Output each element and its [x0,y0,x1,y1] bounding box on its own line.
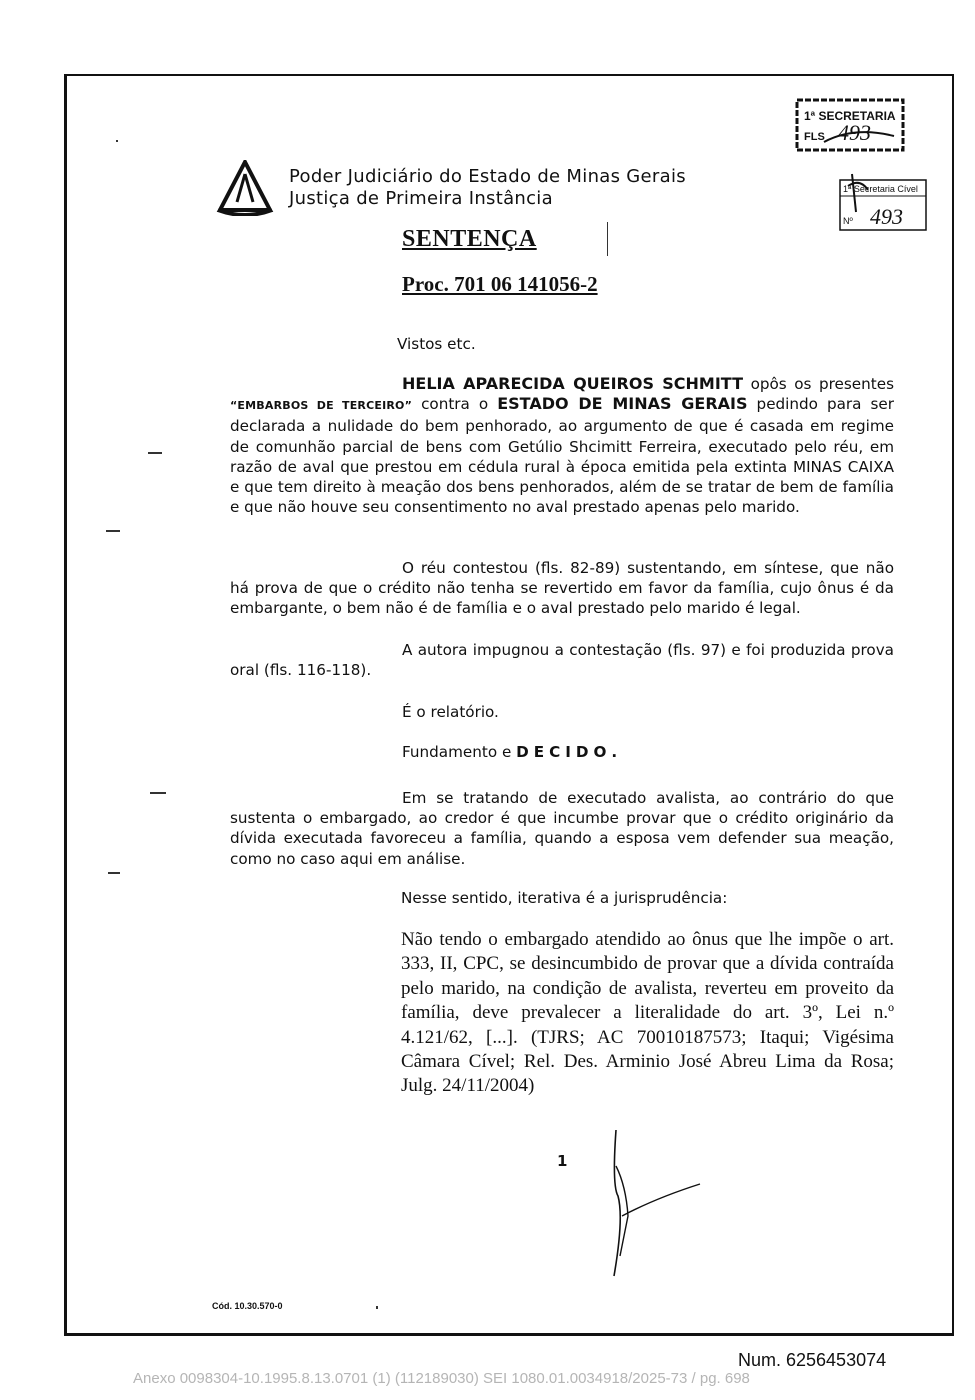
p5-prefix: Fundamento e [402,743,517,761]
scan-mark [607,222,608,256]
vistos-line: Vistos etc. [397,335,476,353]
p6-text: Em se tratando de executado avalista, ao contrário do que sustenta o embargado, ao credor é que incumbe provar que o crédito originário da dívida executada favoreceu a família, quando a esposa vem defender sua meação, como no caso aqui em análise. [230,789,894,868]
document-title: SENTENÇA [402,226,537,252]
p1-text-1: opôs os presentes [743,375,894,393]
scan-speck [148,452,162,454]
decido-word: DECIDO [516,743,612,761]
p2-text: O réu contestou (fls. 82-89) sustentando, em síntese, que não há prova de que o crédito não tenha se revertido em favor da família, cujo ônus é da embargante, o bem não é de família e o aval prestado pelo marido é legal. [230,559,894,618]
defendant-name: ESTADO DE MINAS GERAIS [497,394,748,414]
page-border-left [64,74,67,1336]
form-code: Cód. 10.30.570-0 [212,1301,283,1311]
p5-suffix: . [611,743,618,761]
court-logo-icon [216,160,274,216]
secretaria-civel-stamp [838,172,930,234]
scan-speck [108,872,120,874]
jurisprudence-quote: Não tendo o embargado atendido ao ônus que lhe impõe o art. 333, II, CPC, se desincumbido de provar que a dívida contraída pelo marido, na condição de avalista, reverteu em proveito da família, deve prevalecer a literalidade do art. 3º, Lei n.º 4.121/62, [...]. (TJRS; AC 70010187573; Itaqui; Vigésima Câmara Cível; Rel. Des. Arminio José Abreu Lima da Rosa; Julg. 24/11/2004) [401,929,894,1097]
stamp-fls-label: FLS [804,131,825,143]
action-type: “EMBARBOS DE TERCEIRO” [230,399,413,413]
paragraph-6 [230,788,894,869]
scan-speck [116,140,118,142]
plaintiff-name: HELIA APARECIDA QUEIROS SCHMITT [402,374,744,393]
paragraph-2 [230,558,894,619]
scan-speck [106,530,120,532]
paragraph-5 [402,742,802,762]
page-number: 1 [557,1152,568,1170]
paragraph-7: Nesse sentido, iterativa é a jurisprudência: [401,889,728,907]
p3-text: A autora impugnou a contestação (fls. 97) e foi produzida prova oral (fls. 116-118). [230,641,894,680]
stamp-numero-value: 493 [870,204,903,229]
page-border-top [64,74,954,76]
document-num: Num. 6256453074 [738,1350,887,1370]
paragraph-3 [230,640,894,680]
p1-text-2: contra o [412,395,498,414]
paragraph-4: É o relatório. [402,703,499,721]
secretaria-stamp [794,96,908,154]
judge-signature [596,1126,706,1286]
footer-reference: Anexo 0098304-10.1995.8.13.0701 (1) (112189030) SEI 1080.01.0034918/2025-73 / pg. 698 [133,1370,750,1387]
court-header [289,166,686,210]
scan-speck [150,792,166,794]
page-border-bottom [64,1333,954,1336]
p1-text-3: pedindo para ser declarada a nulidade do bem penhorado, ao argumento de que é casada em regime de comunhão parcial de bens com Getúlio Shcimitt Ferreira, executado pelo réu, em razão de aval que prestou em cédula rural à época emitida pela extinta MINAS CAIXA e que tem direito à meação dos bens penhorados, além de se tratar de bem de família e que não houve seu consentimento no aval prestado apenas pelo marido. [230,395,895,517]
page-border-right [952,74,954,1336]
stamp-numero-label: Nº [843,216,853,226]
stamp-secretaria-text: 1ª SECRETARIA [804,109,896,123]
paragraph-1 [230,374,894,517]
scan-speck [376,1306,378,1309]
stamp-secretaria-civel-text: 1ª Secretaria Cível [843,184,918,194]
process-number: Proc. 701 06 141056-2 [402,272,598,296]
stamp-fls-number: 493 [838,120,871,145]
court-name: Poder Judiciário do Estado de Minas Gerais [289,166,686,187]
court-instance: Justiça de Primeira Instância [289,188,553,209]
